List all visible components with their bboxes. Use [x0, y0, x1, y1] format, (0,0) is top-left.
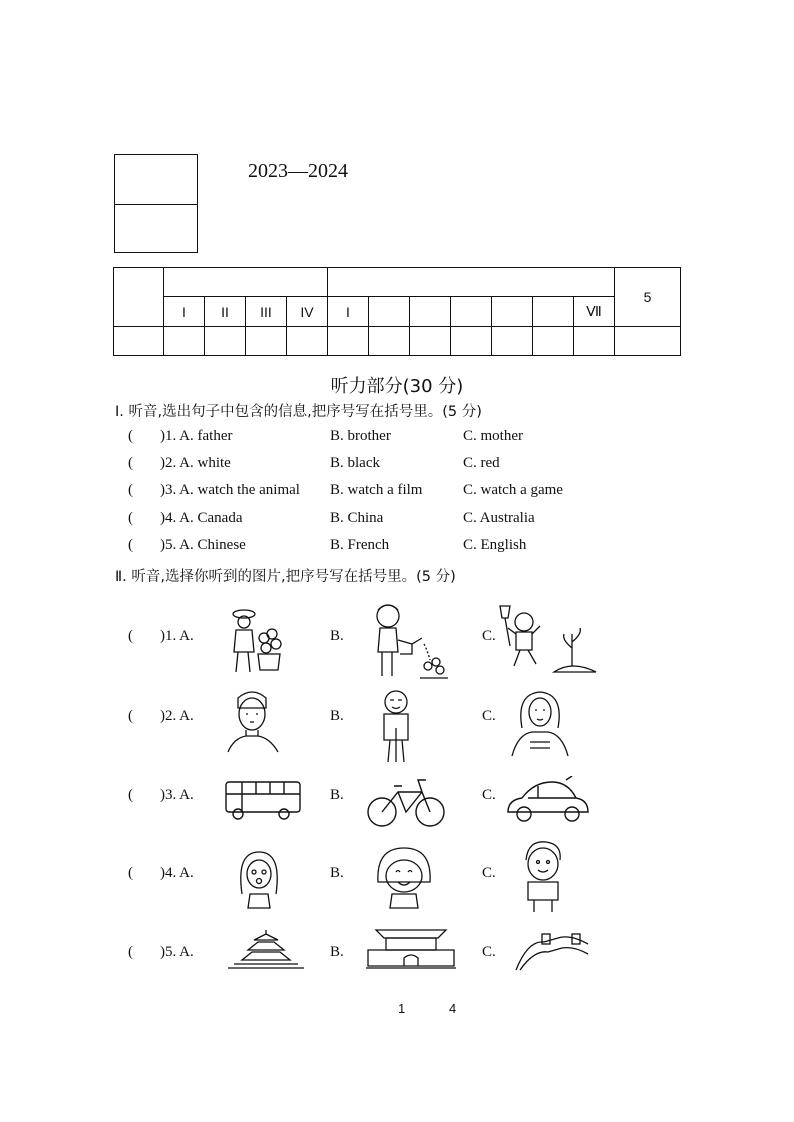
boy-planting-tree-picture[interactable]: [496, 604, 600, 676]
answer-paren[interactable]: (: [128, 628, 133, 644]
table-cell: II: [205, 297, 246, 327]
question-label-a: )2. A.: [160, 708, 194, 724]
table-corner-cell: [114, 268, 164, 327]
score-cell[interactable]: [533, 327, 574, 356]
question-label-a: )1. A.: [160, 628, 194, 644]
table-cell: I: [164, 297, 205, 327]
girl-long-hair-picture[interactable]: [236, 848, 282, 912]
answer-paren[interactable]: (: [128, 482, 133, 498]
question-label-b: B.: [330, 944, 344, 960]
score-box: [114, 154, 198, 253]
answer-paren[interactable]: (: [128, 537, 133, 553]
tiananmen-picture[interactable]: [364, 926, 458, 970]
gardener-flowers-picture[interactable]: [222, 604, 284, 676]
question-option-a: )3. A. watch the animal: [160, 482, 300, 498]
score-cell[interactable]: [369, 327, 410, 356]
part1-heading: I. 听音,选出句子中包含的信息,把序号写在括号里。(5 分): [115, 404, 482, 420]
young-man-picture[interactable]: [226, 686, 280, 754]
table-cell: [492, 297, 533, 327]
table-header-writing: [328, 268, 615, 297]
bicycle-picture[interactable]: [366, 776, 446, 830]
boy-picture[interactable]: [518, 840, 568, 914]
question-option-a: )5. A. Chinese: [160, 537, 246, 553]
question-label-a: )3. A.: [160, 787, 194, 803]
table-cell: Ⅶ: [574, 297, 615, 327]
great-wall-picture[interactable]: [514, 930, 590, 972]
score-cell[interactable]: [164, 327, 205, 356]
question-option-c: C. English: [463, 537, 527, 553]
answer-paren[interactable]: (: [128, 787, 133, 803]
grandpa-picture[interactable]: [376, 688, 416, 766]
question-label-c: C.: [482, 628, 496, 644]
question-label-a: )4. A.: [160, 865, 194, 881]
table-cell: [369, 297, 410, 327]
score-cell[interactable]: [410, 327, 451, 356]
question-option-c: C. watch a game: [463, 482, 563, 498]
question-label-a: )5. A.: [160, 944, 194, 960]
score-cell[interactable]: [246, 327, 287, 356]
question-option-a: )1. A. father: [160, 428, 233, 444]
table-cell: [533, 297, 574, 327]
table-cell: III: [246, 297, 287, 327]
page-number: 1: [398, 1001, 406, 1016]
answer-paren[interactable]: (: [128, 510, 133, 526]
school-year: 2023—2024: [248, 160, 348, 182]
question-label-c: C.: [482, 787, 496, 803]
score-cell[interactable]: [492, 327, 533, 356]
question-option-b: B. watch a film: [330, 482, 423, 498]
answer-paren[interactable]: (: [128, 865, 133, 881]
car-picture[interactable]: [504, 776, 590, 826]
question-label-c: C.: [482, 708, 496, 724]
woman-picture[interactable]: [508, 688, 572, 758]
score-cell[interactable]: [615, 327, 681, 356]
table-total-cell: 5: [615, 268, 681, 327]
question-label-b: B.: [330, 628, 344, 644]
question-label-b: B.: [330, 865, 344, 881]
table-cell: [451, 297, 492, 327]
table-header-listening: [164, 268, 328, 297]
bus-picture[interactable]: [222, 778, 304, 822]
question-option-a: )2. A. white: [160, 455, 231, 471]
question-option-c: C. red: [463, 455, 500, 471]
score-cell[interactable]: [574, 327, 615, 356]
question-label-c: C.: [482, 865, 496, 881]
answer-paren[interactable]: (: [128, 428, 133, 444]
question-label-c: C.: [482, 944, 496, 960]
girl-short-hair-picture[interactable]: [374, 846, 434, 912]
score-cell[interactable]: [328, 327, 369, 356]
temple-of-heaven-picture[interactable]: [224, 928, 308, 972]
part2-heading: Ⅱ. 听音,选择你听到的图片,把序号写在括号里。(5 分): [115, 569, 456, 585]
question-option-b: B. China: [330, 510, 384, 526]
page-total: 4: [449, 1001, 457, 1016]
question-option-c: C. Australia: [463, 510, 535, 526]
question-label-b: B.: [330, 708, 344, 724]
question-option-b: B. French: [330, 537, 390, 553]
table-cell: IV: [287, 297, 328, 327]
girl-watering-plants-picture[interactable]: [368, 600, 450, 682]
answer-paren[interactable]: (: [128, 455, 133, 471]
answer-paren[interactable]: (: [128, 708, 133, 724]
score-cell[interactable]: [114, 327, 164, 356]
score-cell[interactable]: [451, 327, 492, 356]
question-option-a: )4. A. Canada: [160, 510, 243, 526]
answer-paren[interactable]: (: [128, 944, 133, 960]
score-box-divider: [115, 204, 197, 205]
score-cell[interactable]: [287, 327, 328, 356]
listening-section-title: 听力部分(30 分): [330, 376, 464, 397]
question-option-b: B. brother: [330, 428, 391, 444]
table-cell: [410, 297, 451, 327]
question-option-b: B. black: [330, 455, 380, 471]
question-option-c: C. mother: [463, 428, 523, 444]
score-cell[interactable]: [205, 327, 246, 356]
table-cell: I: [328, 297, 369, 327]
question-label-b: B.: [330, 787, 344, 803]
score-table: [113, 267, 681, 356]
